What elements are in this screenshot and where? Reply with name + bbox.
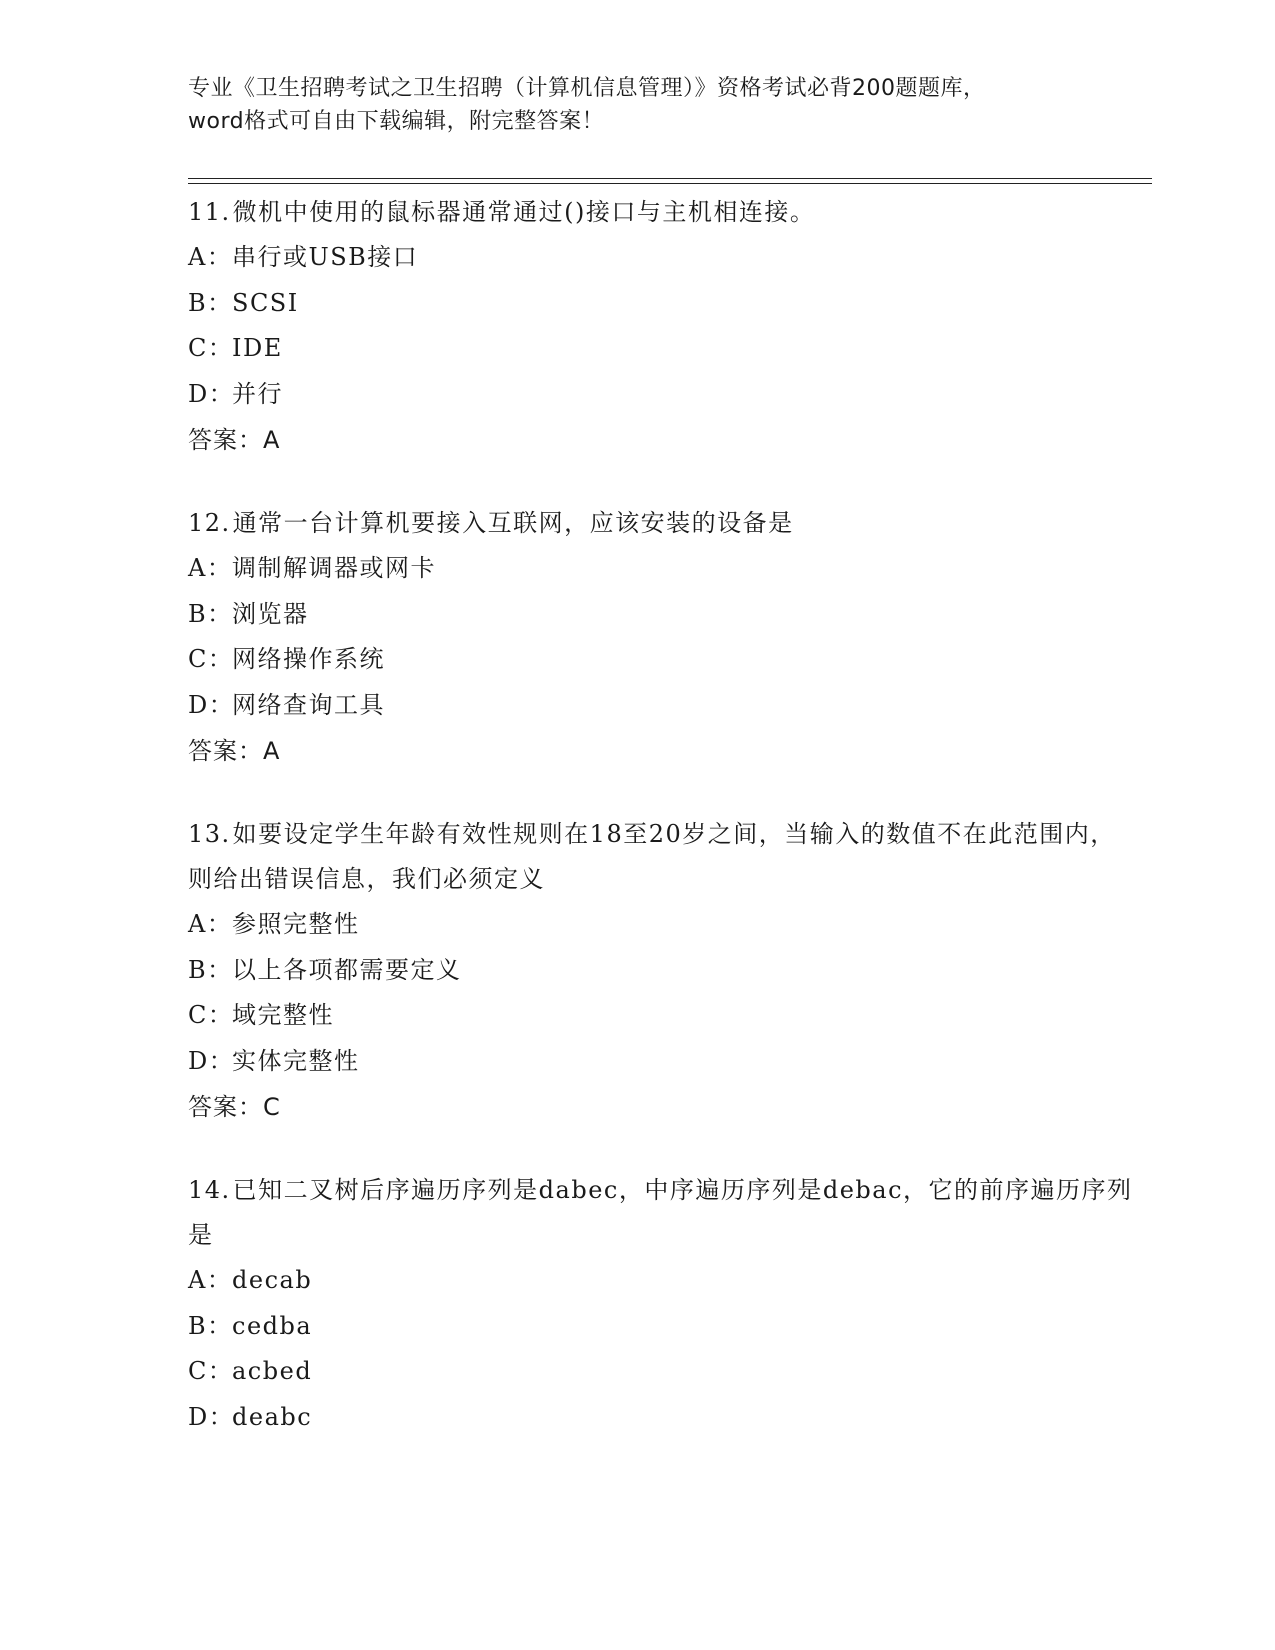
- option-text: 网络查询工具: [232, 690, 385, 719]
- option-key: A：: [188, 1266, 233, 1294]
- answer: 答案：A: [188, 426, 281, 454]
- question-number: 11.: [188, 198, 231, 226]
- option-c: [188, 637, 1138, 683]
- option-text: 浏览器: [232, 599, 309, 628]
- question-stem: 已知二叉树后序遍历序列是dabec，中序遍历序列是debac，它的前序遍历序列是: [188, 1176, 1133, 1249]
- header-divider-bottom: [188, 183, 1152, 184]
- header-line-1: 专业《卫生招聘考试之卫生招聘（计算机信息管理）》资格考试必背200题题库，: [188, 76, 986, 101]
- option-text: 网络操作系统: [232, 645, 385, 673]
- option-text: 参照完整性: [232, 910, 360, 938]
- option-text: decab: [232, 1266, 313, 1294]
- option-c: [188, 1349, 1138, 1395]
- option-b: [188, 1304, 1138, 1350]
- option-d: [188, 1039, 1138, 1085]
- option-text: IDE: [232, 334, 283, 362]
- option-key: A：: [188, 910, 233, 938]
- option-a: [188, 235, 1138, 281]
- option-key: D：: [188, 379, 235, 408]
- question-list: [188, 188, 1138, 1476]
- question-14: [188, 1166, 1138, 1440]
- option-d: [188, 1395, 1138, 1441]
- option-text: 以上各项都需要定义: [232, 955, 462, 984]
- option-text: 并行: [232, 379, 283, 408]
- option-key: C：: [188, 1001, 234, 1029]
- option-c: [188, 993, 1138, 1039]
- option-text: SCSI: [232, 288, 299, 317]
- option-key: D：: [188, 1046, 235, 1075]
- question-text: [188, 499, 1138, 546]
- option-key: C：: [188, 1357, 234, 1385]
- option-d: [188, 683, 1138, 729]
- option-key: B：: [188, 1311, 233, 1340]
- option-key: C：: [188, 645, 234, 673]
- option-key: B：: [188, 955, 233, 984]
- question-number: 12.: [188, 509, 231, 537]
- header-line-2: word格式可自由下载编辑，附完整答案！: [188, 109, 605, 134]
- header-divider-top: [188, 178, 1152, 179]
- option-c: [188, 326, 1138, 372]
- answer: 答案：A: [188, 737, 281, 765]
- option-key: D：: [188, 690, 235, 719]
- question-13: [188, 810, 1138, 1130]
- option-d: [188, 372, 1138, 418]
- option-text: 串行或USB接口: [232, 243, 419, 271]
- option-key: C：: [188, 334, 234, 362]
- option-text: 域完整性: [232, 1001, 334, 1029]
- answer: 答案：C: [188, 1093, 281, 1121]
- question-12: [188, 499, 1138, 774]
- option-b: [188, 948, 1138, 994]
- option-text: 调制解调器或网卡: [232, 554, 436, 582]
- question-text: [188, 188, 1138, 235]
- question-stem: 微机中使用的鼠标器通常通过()接口与主机相连接。: [232, 198, 816, 226]
- option-a: [188, 546, 1138, 592]
- question-number: 13.: [188, 820, 231, 848]
- option-key: D：: [188, 1402, 235, 1431]
- question-stem: 如要设定学生年龄有效性规则在18至20岁之间，当输入的数值不在此范围内，则给出错误信息，我们必须定义: [188, 820, 1116, 893]
- option-text: cedba: [232, 1311, 313, 1340]
- option-b: [188, 281, 1138, 327]
- option-key: B：: [188, 288, 233, 317]
- question-text: [188, 810, 1138, 902]
- question-stem: 通常一台计算机要接入互联网，应该安装的设备是: [232, 509, 794, 537]
- document-header: [188, 72, 1088, 138]
- option-key: B：: [188, 599, 233, 628]
- option-text: deabc: [232, 1402, 313, 1431]
- option-a: [188, 902, 1138, 948]
- option-b: [188, 592, 1138, 638]
- question-11: [188, 188, 1138, 463]
- option-key: A：: [188, 554, 233, 582]
- question-text: [188, 1166, 1138, 1258]
- option-a: [188, 1258, 1138, 1304]
- option-text: 实体完整性: [232, 1046, 360, 1075]
- question-number: 14.: [188, 1176, 231, 1204]
- option-text: acbed: [232, 1357, 313, 1385]
- option-key: A：: [188, 243, 233, 271]
